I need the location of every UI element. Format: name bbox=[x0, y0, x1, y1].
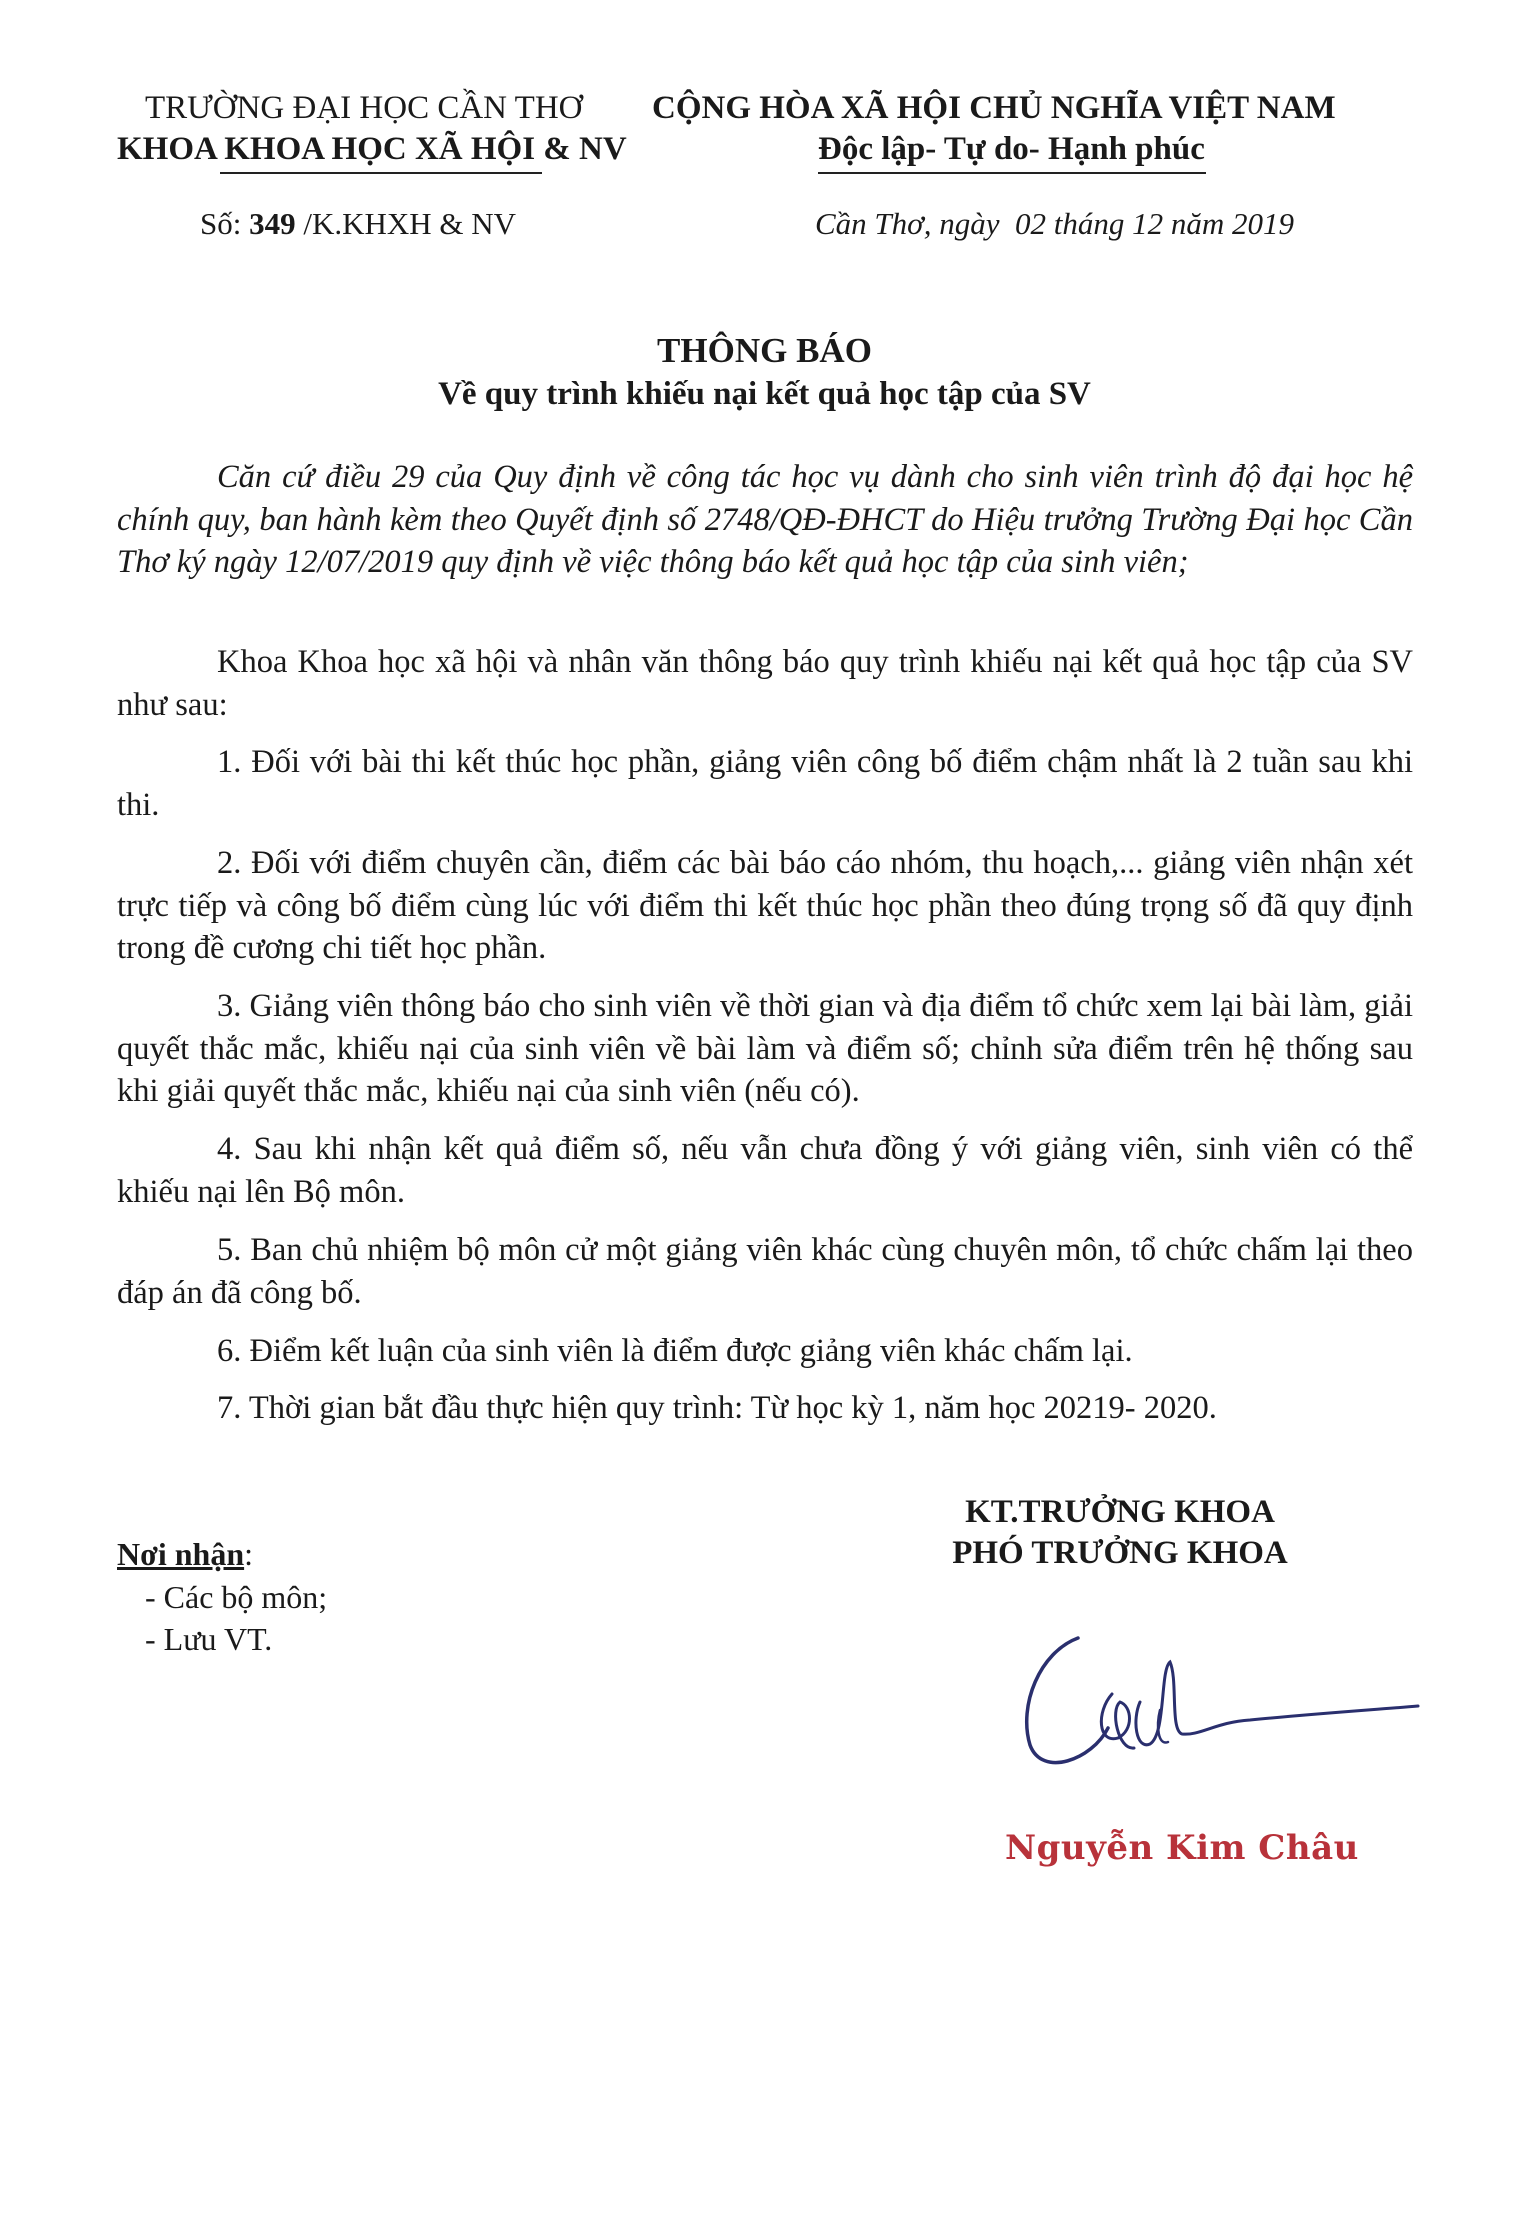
motto-underline bbox=[818, 172, 1206, 174]
list-item: 1. Đối với bài thi kết thúc học phần, giảng viên công bố điểm chậm nhất là 2 tuần sau khi thi. bbox=[117, 744, 1413, 823]
document-number-suffix: /K.KHXH & NV bbox=[295, 206, 517, 241]
document-subtitle: Về quy trình khiếu nại kết quả học tập của SV bbox=[438, 376, 1091, 412]
recipients-label: Nơi nhận bbox=[117, 1536, 245, 1572]
document-title: THÔNG BÁO bbox=[657, 331, 872, 370]
signatory-title-1: KT.TRƯỞNG KHOA bbox=[965, 1494, 1275, 1530]
preamble-paragraph: Căn cứ điều 29 của Quy định về công tác học vụ dành cho sinh viên trình độ đại học hệ chính quy, ban hành kèm theo Quyết định số 2748/QĐ-ĐHCT do Hiệu trưởng Trường Đại học Cần Thơ ký ngày 12/07/2019 quy định về việc thông báo kết quả học tập của sinh viên; bbox=[117, 459, 1413, 580]
signatory-title-2: PHÓ TRƯỞNG KHOA bbox=[952, 1535, 1288, 1571]
national-motto: Độc lập- Tự do- Hạnh phúc bbox=[818, 131, 1205, 167]
list-item: 4. Sau khi nhận kết quả điểm số, nếu vẫn chưa đồng ý với giảng viên, sinh viên có thể khiếu nại lên Bộ môn. bbox=[117, 1131, 1413, 1210]
document-number-prefix: Số: bbox=[200, 206, 250, 241]
place-date: Cần Thơ, ngày 02 tháng 12 năm 2019 bbox=[815, 206, 1294, 241]
signatory-name: Nguyễn Kim Châu bbox=[1005, 1828, 1359, 1868]
intro-paragraph: Khoa Khoa học xã hội và nhân văn thông báo quy trình khiếu nại kết quả học tập của SV như sau: bbox=[117, 644, 1413, 723]
national-title: CỘNG HÒA XÃ HỘI CHỦ NGHĨA VIỆT NAM bbox=[652, 90, 1336, 126]
recipients-heading bbox=[117, 1534, 253, 1574]
document-number-value: 349 bbox=[249, 206, 296, 241]
handwritten-signature bbox=[1000, 1610, 1420, 1780]
faculty-underline bbox=[220, 172, 542, 174]
university-name: TRƯỜNG ĐẠI HỌC CẦN THƠ bbox=[145, 90, 583, 126]
list-item: 7. Thời gian bắt đầu thực hiện quy trình: Từ học kỳ 1, năm học 20219- 2020. bbox=[217, 1390, 1217, 1426]
document-number bbox=[200, 204, 516, 244]
list-item: 6. Điểm kết luận của sinh viên là điểm được giảng viên khác chấm lại. bbox=[217, 1333, 1133, 1369]
faculty-name: KHOA KHOA HỌC XÃ HỘI & NV bbox=[117, 131, 627, 167]
list-item: 2. Đối với điểm chuyên cần, điểm các bài báo cáo nhóm, thu hoạch,... giảng viên nhận xét trực tiếp và công bố điểm cùng lúc với điểm thi kết thúc học phần theo đúng trọng số đã quy định trong đề cương chi tiết học phần. bbox=[117, 845, 1413, 966]
list-item: 5. Ban chủ nhiệm bộ môn cử một giảng viên khác cùng chuyên môn, tổ chức chấm lại theo đáp án đã công bố. bbox=[117, 1232, 1413, 1311]
recipients-colon: : bbox=[244, 1536, 253, 1572]
recipient-item: - Các bộ môn; bbox=[145, 1579, 328, 1615]
list-item: 3. Giảng viên thông báo cho sinh viên về thời gian và địa điểm tổ chức xem lại bài làm, giải quyết thắc mắc, khiếu nại của sinh viên về bài làm và điểm số; chỉnh sửa điểm trên hệ thống sau khi giải quyết thắc mắc, khiếu nại của sinh viên (nếu có). bbox=[117, 988, 1413, 1109]
recipient-item: - Lưu VT. bbox=[145, 1621, 273, 1657]
